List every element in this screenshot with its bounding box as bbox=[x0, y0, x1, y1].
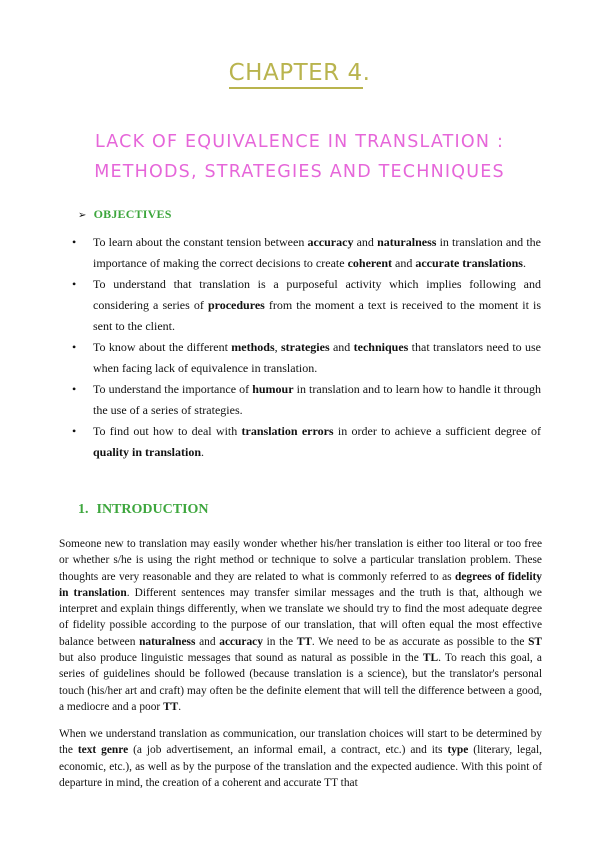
bold-term: type bbox=[447, 744, 469, 757]
chapter-title bbox=[0, 127, 599, 187]
bullet-icon: • bbox=[72, 382, 77, 396]
objectives-heading-text: OBJECTIVES bbox=[93, 207, 172, 221]
bold-term: TT bbox=[296, 635, 312, 648]
bold-term: degrees of fidelity in translation bbox=[59, 570, 542, 599]
objective-item bbox=[72, 274, 541, 337]
objective-text bbox=[93, 424, 541, 459]
objective-item bbox=[72, 421, 541, 463]
text-run: . bbox=[178, 700, 182, 713]
section-title: INTRODUCTION bbox=[96, 502, 209, 517]
text-run: and bbox=[329, 340, 354, 354]
chapter-dot: . bbox=[362, 60, 371, 86]
text-run: When we understand translation as communication, our translation choices will start to be determined by the bbox=[59, 728, 542, 757]
chapter-heading bbox=[0, 60, 599, 86]
text-run: To find out how to deal with bbox=[93, 424, 242, 438]
text-run: . bbox=[522, 256, 526, 270]
text-run: . We need to be as accurate as possible to the bbox=[311, 635, 529, 648]
objective-text bbox=[93, 340, 541, 375]
bold-term: text genre bbox=[77, 744, 129, 757]
bold-term: accuracy bbox=[219, 635, 263, 648]
text-run: in translation and to learn how to handle it through the use of a series of strategies. bbox=[93, 382, 541, 417]
text-run: . To reach this goal, a series of guidelines should be followed (because translation is a science), but the translator's personal touch (his/her art and craft) may often be the definite element that will tell the difference between a good, a mediocre and a poor bbox=[59, 652, 542, 713]
bold-term: strategies bbox=[280, 340, 330, 354]
bullet-icon: • bbox=[72, 235, 77, 249]
text-run: . bbox=[201, 445, 205, 459]
text-run: but also produce linguistic messages that sound as natural as possible in the bbox=[59, 652, 423, 665]
introduction-heading bbox=[78, 502, 209, 518]
bold-term: quality in translation bbox=[93, 445, 202, 459]
bold-term: TT bbox=[163, 700, 179, 713]
bullet-icon: • bbox=[72, 277, 77, 291]
text-run: from the moment a text is received to the moment it is sent to the client. bbox=[93, 298, 541, 333]
objectives-list bbox=[0, 232, 599, 463]
chapter-title-line-2: METHODS, STRATEGIES AND TECHNIQUES bbox=[94, 162, 505, 182]
bold-term: coherent bbox=[347, 256, 392, 270]
objective-item bbox=[72, 337, 541, 379]
text-run: Someone new to translation may easily wonder whether his/her translation is either too literal or too free or whether s/he is using the right method or technique to solve a particular translation problem. These thoughts are very reasonable and they are related to what is commonly referred to as bbox=[59, 538, 542, 583]
section-number: 1. bbox=[78, 502, 89, 517]
text-run: that translators need to use when facing lack of equivalence in translation. bbox=[93, 340, 541, 375]
bullet-icon: • bbox=[72, 340, 77, 354]
text-run: To learn about the constant tension between bbox=[93, 235, 308, 249]
text-run: and bbox=[353, 235, 378, 249]
text-run: . Different sentences may transfer similar messages and the truth is that, although we interpret and explain things differently, when we translate we should try to find the most adequate degree of fidelity possible according to the purpose of our translation, that will often equal the most effective balance between bbox=[59, 586, 542, 648]
bold-term: naturalness bbox=[139, 635, 196, 648]
bullet-icon: • bbox=[72, 424, 77, 438]
objective-text bbox=[93, 382, 541, 417]
bold-term: accuracy bbox=[307, 235, 354, 249]
text-run: and bbox=[195, 635, 220, 648]
text-run: To know about the different bbox=[93, 340, 232, 354]
body-paragraph-2 bbox=[59, 726, 542, 791]
bold-term: TL bbox=[422, 652, 439, 665]
text-run: in order to achieve a sufficient degree of bbox=[333, 424, 541, 438]
bold-term: ST bbox=[528, 635, 542, 648]
text-run: To understand that translation is a purposeful activity which implies following and considering a series of bbox=[93, 277, 541, 312]
text-run: in the bbox=[262, 635, 297, 648]
bold-term: techniques bbox=[353, 340, 409, 354]
chapter-label: CHAPTER 4 bbox=[229, 60, 363, 89]
bold-term: translation errors bbox=[241, 424, 334, 438]
text-run: (literary, legal, economic, etc.), as well as by the purpose of the translation and the expected audience. With this point of departure in mind, the creation of a coherent and accurate TT that bbox=[59, 744, 542, 789]
objective-item bbox=[72, 379, 541, 421]
text-run: (a job advertisement, an informal email, a contract, etc.) and its bbox=[128, 744, 448, 757]
bold-term: humour bbox=[252, 382, 294, 396]
text-run: and bbox=[392, 256, 416, 270]
text-run: in translation and the importance of making the correct decisions to create bbox=[93, 235, 541, 270]
body-paragraph-1 bbox=[59, 536, 542, 715]
objective-item bbox=[72, 232, 541, 274]
arrow-bullet-icon: ➢ bbox=[78, 210, 87, 221]
text-run: To understand the importance of bbox=[93, 382, 253, 396]
chapter-title-line-1: LACK OF EQUIVALENCE IN TRANSLATION : bbox=[94, 132, 505, 152]
bold-term: methods bbox=[231, 340, 275, 354]
bold-term: naturalness bbox=[377, 235, 437, 249]
objective-text bbox=[93, 235, 541, 270]
text-run: , bbox=[274, 340, 281, 354]
objective-text bbox=[93, 277, 541, 333]
bold-term: procedures bbox=[207, 298, 265, 312]
bold-term: accurate translations bbox=[415, 256, 523, 270]
objectives-heading bbox=[78, 207, 172, 222]
